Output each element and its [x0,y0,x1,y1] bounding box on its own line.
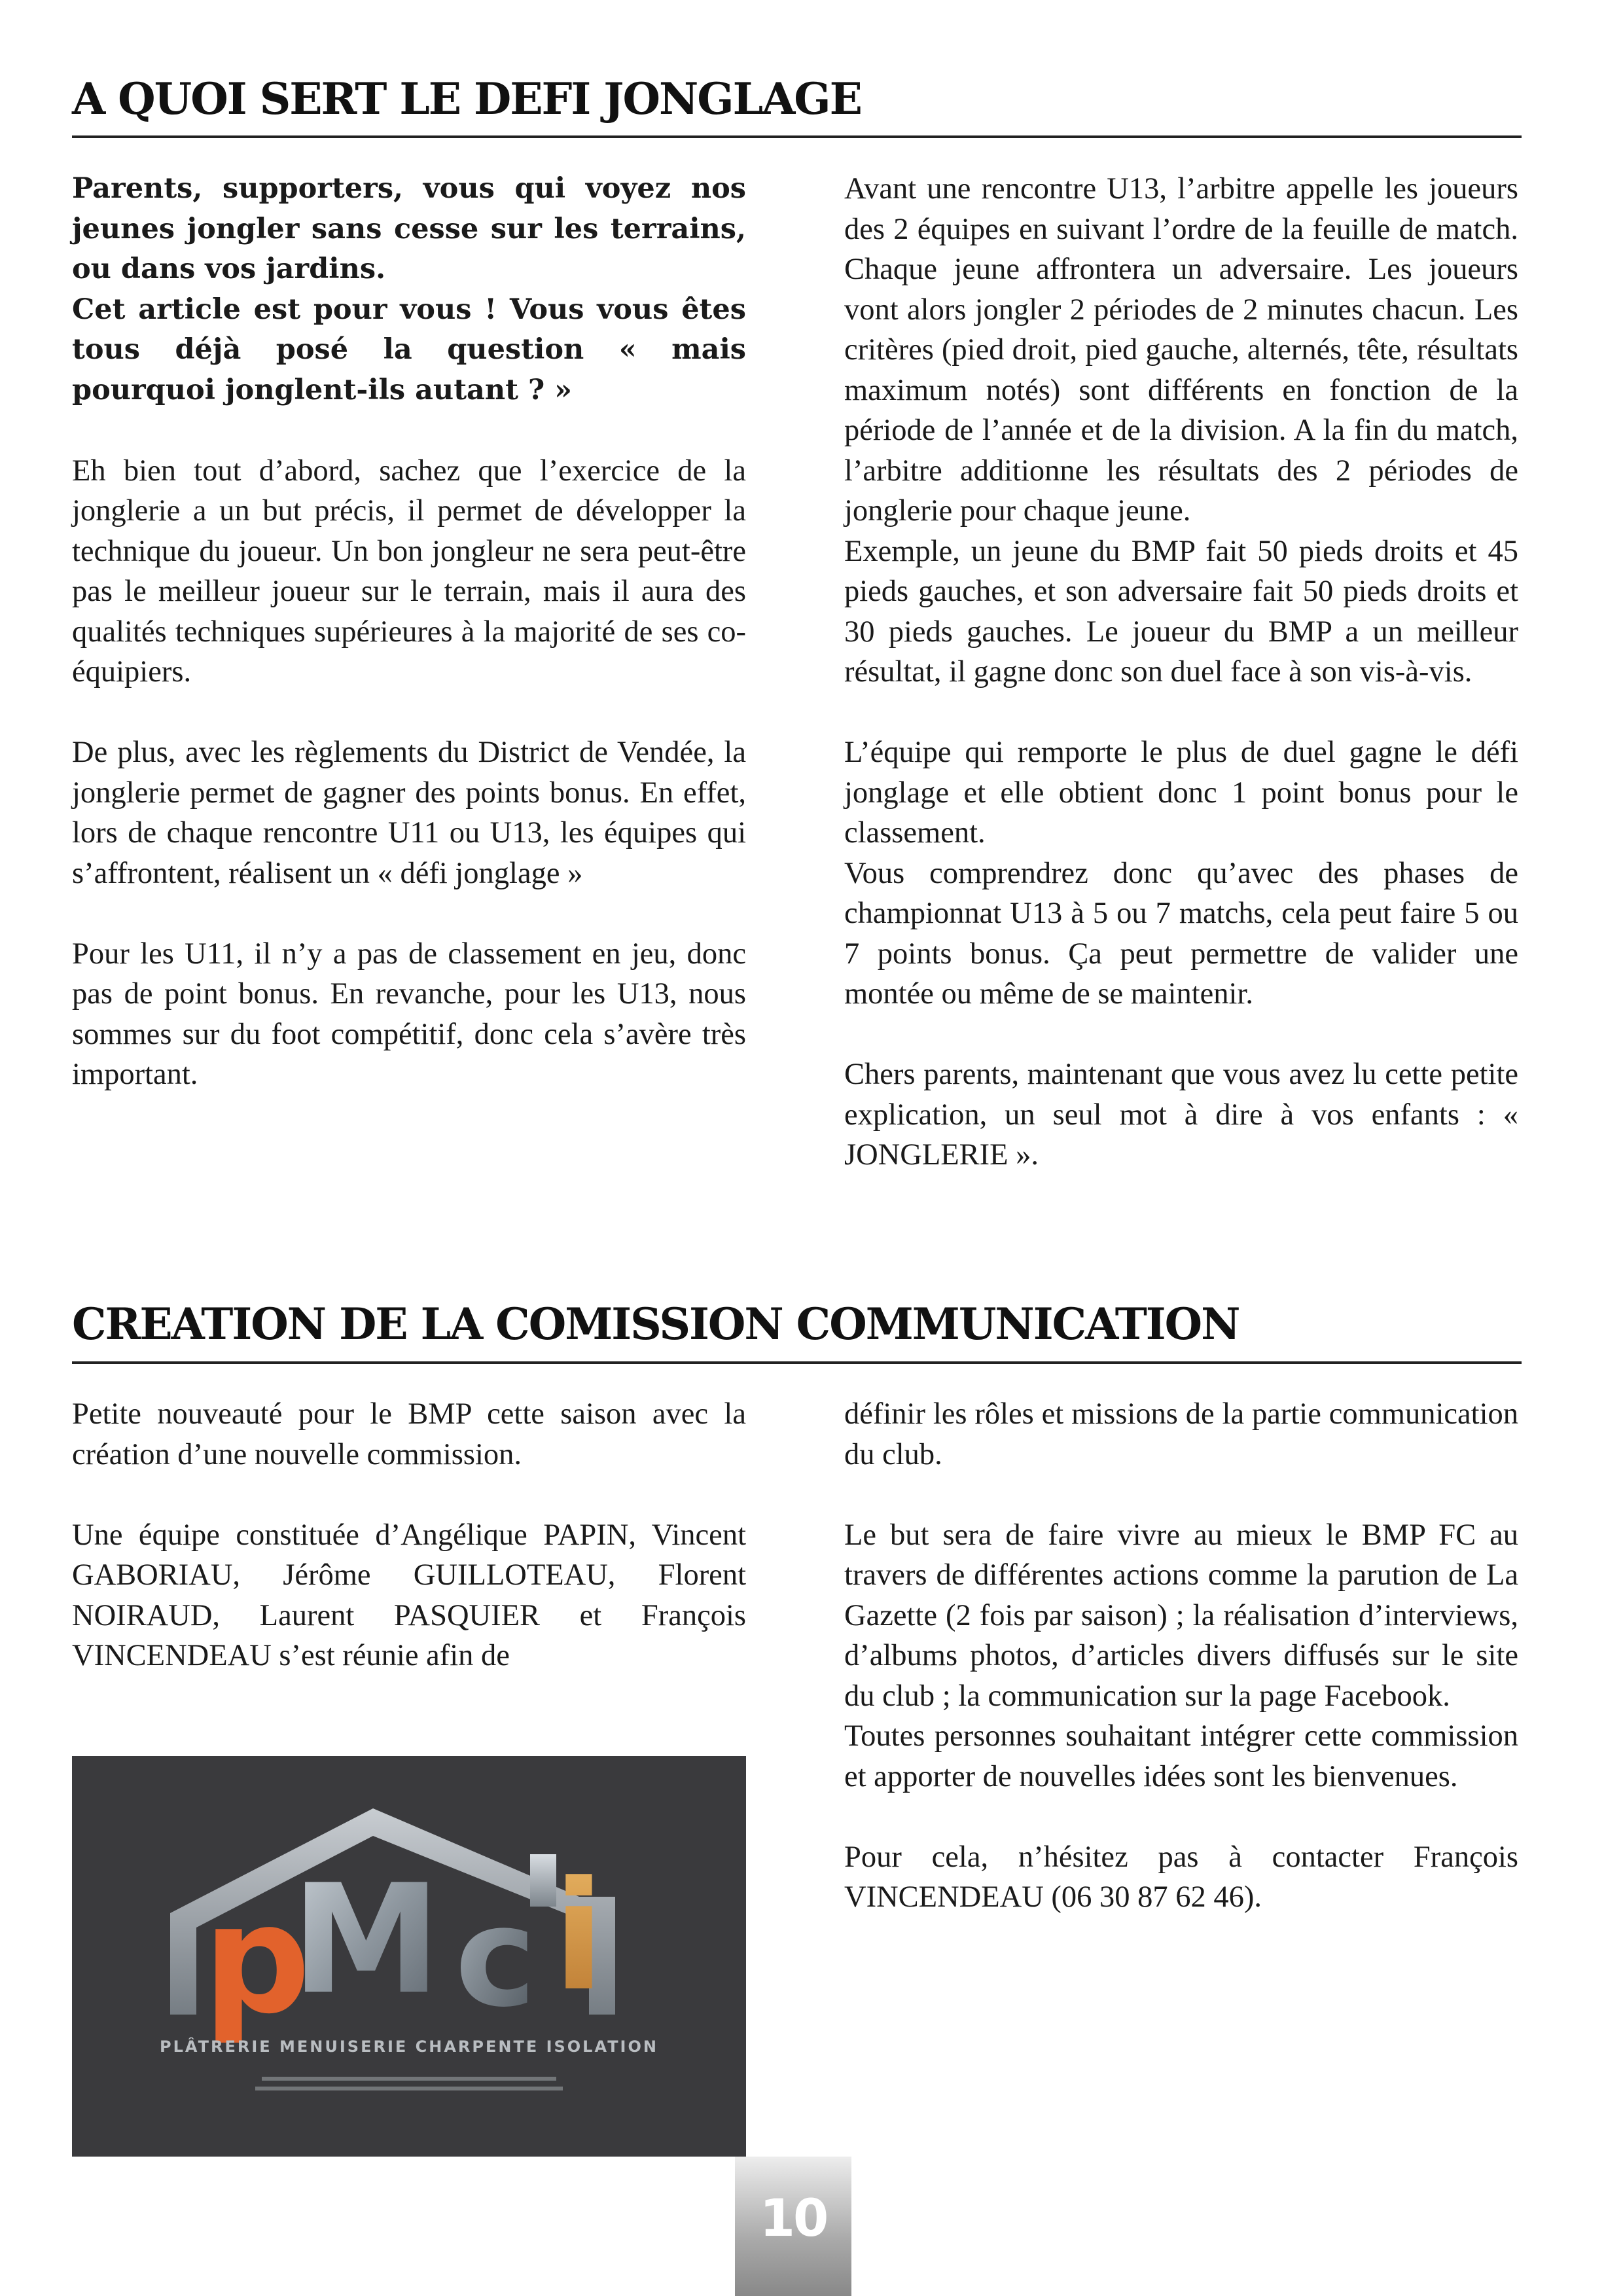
section1-right-column [844,169,1518,1175]
section-title-commission-communication: CREATION DE LA COMISSION COMMUNICATION [72,1299,1240,1350]
section1-left-column [72,169,746,1095]
body-paragraph: Vous comprendrez donc qu’avec des phases de championnat U13 à 5 ou 7 matchs, cela peut faire 5 ou 7 points bonus. Ça peut permettre de valider une montée ou même de se maintenir. [844,856,1518,1011]
section-title-defi-jonglage: A QUOI SERT LE DEFI JONGLAGE [72,73,861,124]
body-paragraph: De plus, avec les règlements du District de Vendée, la jonglerie permet de gagner des points bonus. En effet, lors de chaque rencontre U11 ou U13, les équipes qui s’affrontent, réalisent un « défi jonglage » [72,736,746,890]
logo-letter-p: p [203,1873,311,2047]
body-paragraph: Exemple, un jeune du BMP fait 50 pieds droits et 45 pieds gauches, et son adversaire fait 50 pieds droits et 30 pieds gauches. Le joueur du BMP a un meilleur résultat, il gagne donc son duel face à son vis-à-vis. [844,534,1518,689]
page-number: 10 [759,2189,827,2248]
section2-right-column [844,1394,1518,1918]
body-paragraph: Eh bien tout d’abord, sachez que l’exercice de la jonglerie a un but précis, il permet de développer la technique du joueur. Un bon jongleur ne sera peut-être pas le meilleur joueur sur le terrain, mais il aura des qualités techniques supérieures à la majorité de ses co-équipiers. [72,454,746,689]
ad-tagline: PLÂTRERIE MENUISERIE CHARPENTE ISOLATION [160,2037,658,2056]
section-divider [72,1361,1522,1364]
body-paragraph: Avant une rencontre U13, l’arbitre appelle les joueurs des 2 équipes en suivant l’ordre de la feuille de match. Chaque jeune affrontera un adversaire. Les joueurs vont alors jongler 2 périodes de 2 minutes chacun. Les critères (pied droit, pied gauche, alternés, tête, résultats maximum notés) sont différents en fonction de la période de l’année et de la division. A la fin du match, l’arbitre additionne les résultats des 2 périodes de jonglerie pour chaque jeune. [844,172,1518,528]
section2-left-column [72,1394,746,1676]
body-paragraph: Chers parents, maintenant que vous avez lu cette petite explication, un seul mot à dire à vos enfants : « JONGLERIE ». [844,1058,1518,1172]
fine-print-line [262,2077,556,2081]
intro-paragraph-1: Parents, supporters, vous qui voyez nos jeunes jongler sans cesse sur les terrains, ou dans vos jardins. [72,172,746,285]
body-paragraph: Le but sera de faire vivre au mieux le BMP FC au travers de différentes actions comme la parution de La Gazette (2 fois par saison) ; la réalisation d’interviews, d’albums photos, d’articles divers diffusés sur le site du club ; la communication sur la page Facebook. [844,1518,1518,1713]
logo-letter-c: c [455,1877,537,2037]
body-paragraph: Petite nouveauté pour le BMP cette saison avec la création d’une nouvelle commission. [72,1397,746,1471]
body-paragraph: Toutes personnes souhaitant intégrer cette commission et apporter de nouvelles idées sont les bienvenues. [844,1719,1518,1793]
pmci-advertisement [72,1756,746,2157]
body-paragraph: L’équipe qui remporte le plus de duel gagne le défi jonglage et elle obtient donc 1 point bonus pour le classement. [844,736,1518,850]
fine-print-line [255,2087,563,2090]
logo-letter-i: i [553,1850,605,2024]
body-paragraph: Pour cela, n’hésitez pas à contacter François VINCENDEAU (06 30 87 62 46). [844,1840,1518,1914]
page-number-tab [735,2157,851,2296]
pmci-logo-graphic [72,1756,746,2157]
body-paragraph: définir les rôles et missions de la partie communication du club. [844,1397,1518,1471]
intro-paragraph-2: Cet article est pour vous ! Vous vous êtes tous déjà posé la question « mais pourquoi jonglent-ils autant ? » [72,293,746,406]
body-paragraph: Une équipe constituée d’Angélique PAPIN, Vincent GABORIAU, Jérôme GUILLOTEAU, Florent NOIRAUD, Laurent PASQUIER et François VINCENDEAU s’est réunie afin de [72,1518,746,1672]
logo-letter-m: M [291,1853,441,2028]
section-divider [72,135,1522,138]
body-paragraph: Pour les U11, il n’y a pas de classement en jeu, donc pas de point bonus. En revanche, pour les U13, nous sommes sur du foot compétitif, donc cela s’avère très important. [72,937,746,1091]
